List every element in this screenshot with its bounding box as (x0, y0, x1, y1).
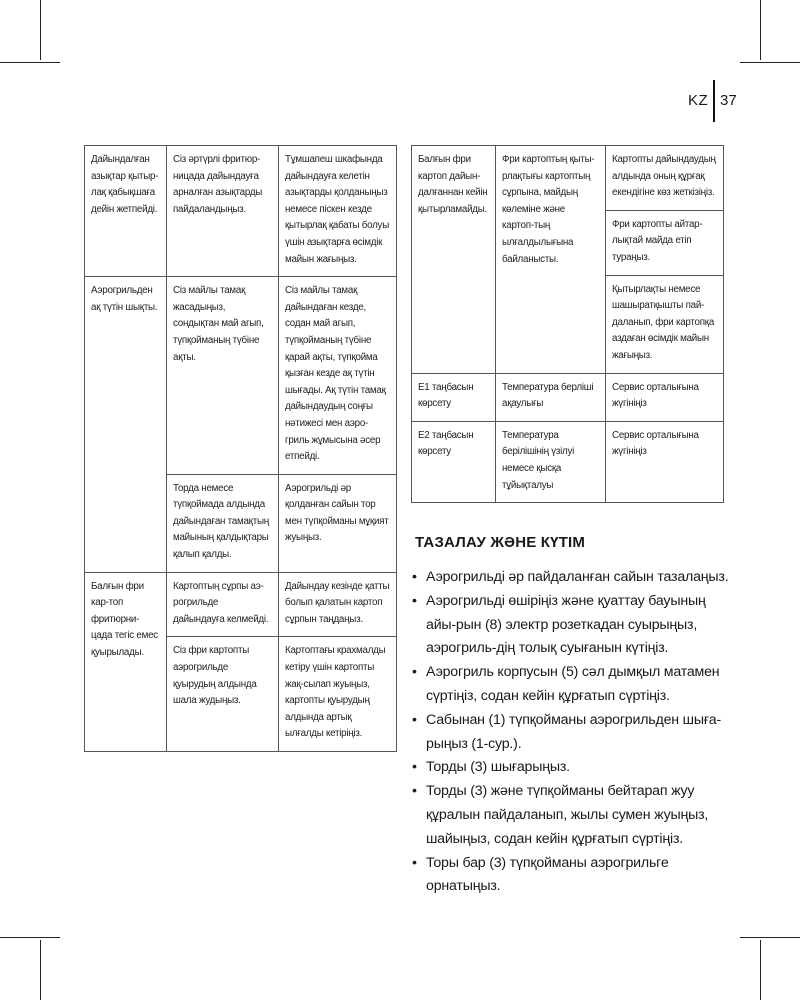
list-item (412, 756, 732, 780)
list-item (412, 566, 732, 590)
bullet-icon: • (412, 854, 417, 871)
crop-mark (40, 0, 41, 60)
solution-cell: Картоптағы крахмалды кетіру үшін картопты жақ-сылап жуыңыз, картопты қуырудың алдында артық ылғалды кетіріңіз. (279, 637, 397, 752)
crop-mark (760, 940, 761, 1000)
crop-mark (740, 937, 800, 938)
list-item (412, 852, 732, 900)
solution-cell: Картопты дайындаудың алдында оның құрғақ екендігіне көз жеткізіңіз. (606, 146, 724, 211)
bullet-icon: • (412, 783, 417, 800)
table-row (85, 146, 397, 277)
solution-cell: Фри картопты айтар-лықтай майда етіп тураңыз. (606, 210, 724, 275)
problem-cell: Картоптың сұрпы аэ-рогрильде дайындауға келмейді. (167, 572, 279, 637)
solution-cell: Аэрогрильді әр қолданған сайын тор мен түпқойманы мұқият жуыңыз. (279, 474, 397, 572)
troubleshooting-table-left (84, 145, 397, 752)
troubleshooting-table-right (411, 145, 724, 503)
problem-cell: Торда немесе түпқоймада алдында дайындаған тамақтың майының қалдықтары қалып қалды. (167, 474, 279, 572)
solution-cell: Сервис орталығына жүгініңіз (606, 373, 724, 421)
page-number: 37 (720, 92, 737, 109)
table-row (412, 146, 724, 211)
list-item-text: Аэрогрильді әр пайдаланған сайын тазалаңыз. (426, 569, 729, 585)
section-title: ТАЗАЛАУ ЖӘНЕ КҮТІМ (415, 534, 586, 551)
solution-cell: Сервис орталығына жүгініңіз (606, 421, 724, 502)
solution-cell: Дайындау кезінде қатты болып қалатын картоп сұрпын таңдаңыз. (279, 572, 397, 637)
list-item-text: Аэрогрильді өшіріңіз және қуаттау бауының айы-рын (8) электр розеткадан суырыңыз, аэрогриль-дің толық суығанын күтіңіз. (426, 592, 706, 657)
list-item-text: Торы бар (3) түпқойманы аэрогрильге орнатыңыз. (426, 854, 669, 895)
crop-mark (0, 62, 60, 63)
problem-cell: Температура берліші ақаулығы (496, 373, 606, 421)
table-row (412, 421, 724, 502)
list-item-text: Аэрогриль корпусын (5) сәл дымқыл матамен сүртіңіз, содан кейін құрғатып сүртіңіз. (426, 664, 720, 704)
problem-cell: Сіз әртүрлі фритюр-ницада дайындауға арналған азықтарды пайдаландыңыз. (167, 146, 279, 277)
problem-cell: Фри картоптың қыты-рлақтығы картоптың сұрпына, майдың көлеміне және картоп-тың ылғалдылығына байланысты. (496, 146, 606, 374)
table-row (85, 277, 397, 475)
cause-cell: Дайындалған азықтар қытыр-лақ қабықшаға дейін жетпейді. (85, 146, 167, 277)
crop-mark (40, 940, 41, 1000)
bullet-icon: • (412, 759, 417, 776)
language-code: KZ (688, 92, 709, 109)
list-item (412, 661, 732, 709)
table-row (412, 373, 724, 421)
solution-cell: Тұмшапеш шкафында дайындауға келетін азықтарды қолданыңыз немесе піскен кезде қытырлақ қабаты болуы үшін азықтарға өсімдік майын жағыңыз. (279, 146, 397, 277)
bullet-icon: • (412, 664, 417, 681)
list-item (412, 780, 732, 851)
cause-cell: Аэрогрильден ақ түтін шықты. (85, 277, 167, 573)
crop-mark (760, 0, 761, 60)
list-item (412, 709, 732, 757)
list-item (412, 590, 732, 661)
list-item-text: Сабынан (1) түпқойманы аэрогрильден шыға-рыңыз (1-сур.). (426, 711, 722, 752)
cause-cell: E1 таңбасын көрсету (412, 373, 496, 421)
cleaning-steps-list (412, 566, 732, 899)
bullet-icon: • (412, 592, 417, 609)
table-row (85, 572, 397, 637)
solution-cell: Қытырлақты немесе шашыратқышты пай-даланып, фри картопқа аздаған өсімдік майын жағыңыз. (606, 275, 724, 373)
cause-cell: E2 таңбасын көрсету (412, 421, 496, 502)
crop-mark (0, 937, 60, 938)
solution-cell: Сіз майлы тамақ дайындаған кезде, содан май агып, түпқойманың түбіне қарай ақты, түпқойма қызған кезде ақ түтін шығады. Ақ түтін тамақ дайындаудың соңғы нәтижесі мен аэро-гриль жұмысына әсер етпейді. (279, 277, 397, 475)
bullet-icon: • (412, 711, 417, 728)
bullet-icon: • (412, 569, 417, 585)
list-item-text: Торды (3) және түпқойманы бейтарап жуу құралын пайдаланып, жылы сумен жуыңыз, шайыңыз, содан кейін құрғатып сүртіңіз. (426, 783, 709, 847)
header-separator (713, 80, 715, 122)
problem-cell: Сіз майлы тамақ жасадыңыз, сондықтан май агып, түпқойманың түбіне ақты. (167, 277, 279, 475)
crop-mark (740, 62, 800, 63)
cause-cell: Балғын фри картоп дайын-далғаннан кейін қытырламайды. (412, 146, 496, 374)
list-item-text: Торды (3) шығарыңыз. (426, 759, 570, 776)
problem-cell: Сіз фри картопты аэрогрильде қуырудың алдында шала жудыңыз. (167, 637, 279, 752)
problem-cell: Температура берілішінің үзілуі немесе қысқа тұйықталуы (496, 421, 606, 502)
cause-cell: Балғын фри кар-топ фритюрни-цада тегіс емес қуырылады. (85, 572, 167, 751)
